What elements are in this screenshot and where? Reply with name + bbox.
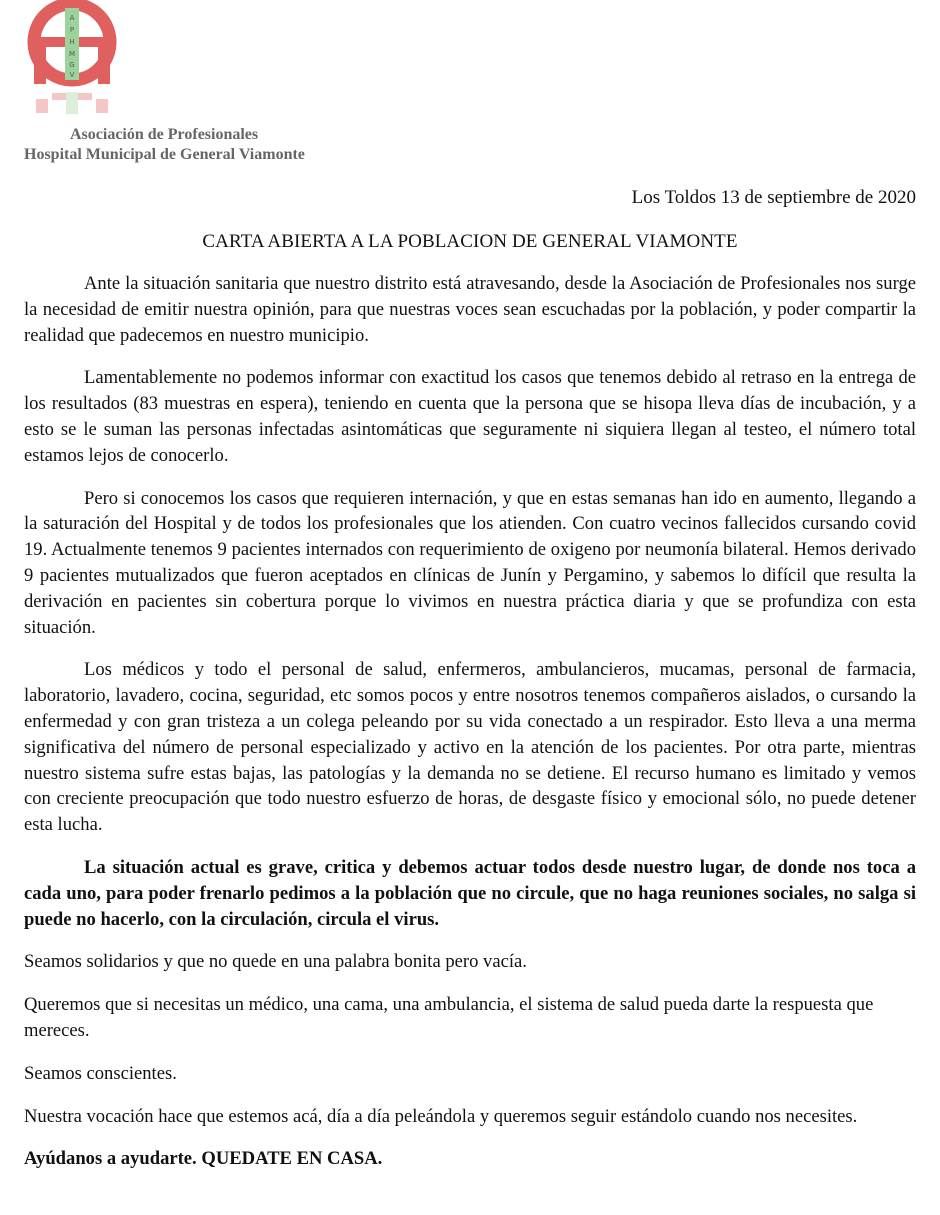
date-line: Los Toldos 13 de septiembre de 2020 bbox=[631, 187, 916, 208]
organization-header bbox=[24, 125, 424, 165]
org-name: Asociación de Profesionales bbox=[70, 126, 259, 143]
hospital-name: Hospital Municipal de General Viamonte bbox=[24, 146, 305, 163]
letter-title: CARTA ABIERTA A LA POBLACION DE GENERAL VIAMONTE bbox=[202, 231, 738, 252]
logo-letter: H bbox=[69, 38, 75, 46]
closing-line: Ayúdanos a ayudarte. QUEDATE EN CASA. bbox=[24, 1148, 383, 1170]
letter-body bbox=[24, 271, 916, 1189]
logo-letter: P bbox=[69, 26, 75, 34]
paragraph: Lamentablemente no podemos informar con exactitud los casos que tenemos debido al retraso en la entrega de los resultados (83 muestras en espera), teniendo en cuenta que la persona que se hisopa lleva días de incubación, y a esto se le suman las personas infectadas asintomáticas que seguramente ni siquiera llegan al testeo, el número total estamos lejos de conocerlo. bbox=[24, 367, 916, 466]
paragraph: Los médicos y todo el personal de salud, enfermeros, ambulancieros, mucamas, personal de farmacia, laboratorio, lavadero, cocina, seguridad, etc somos pocos y entre nosotros tenemos compañeros aislados, o cursando la enfermedad y con gran tristeza a un colega peleando por su vida conectado a un respirador. Esto lleva a una merma significativa del número de personal especializado y activo en la atención de los pacientes. Por otra parte, mientras nuestro sistema sufre estas bajas, las patologías y la demanda no se detiene. El recurso humano es limitado y vemos con creciente preocupación que todo nuestro esfuerzo de horas, de desgaste físico y emocional sólo, no puede detener esta lucha. bbox=[24, 659, 916, 836]
emphasis-paragraph: La situación actual es grave, critica y debemos actuar todos desde nuestro lugar, de donde nos toca a cada uno, para poder frenarlo pedimos a la población que no circule, que no haga reuniones sociales, no salga si puede no hacerlo, con la circulación, circula el virus. bbox=[24, 856, 916, 930]
paragraph: Queremos que si necesitas un médico, una cama, una ambulancia, el sistema de salud pueda darte la respuesta que mereces. bbox=[24, 994, 874, 1041]
logo-letter: G bbox=[69, 61, 75, 69]
paragraph: Seamos solidarios y que no quede en una palabra bonita pero vacía. bbox=[24, 951, 527, 973]
logo-letter: M bbox=[68, 50, 76, 58]
paragraph: Ante la situación sanitaria que nuestro distrito está atravesando, desde la Asociación de Profesionales nos surge la necesidad de emitir nuestra opinión, para que nuestras voces sean escuchadas por la población, y poder compartir la realidad que padecemos en nuestro municipio. bbox=[24, 273, 916, 346]
paragraph: Seamos conscientes. bbox=[24, 1062, 177, 1084]
logo-letter: V bbox=[69, 71, 75, 79]
paragraph: Pero si conocemos los casos que requieren internación, y que en estas semanas han ido en aumento, llegando a la saturación del Hospital y de todos los profesionales que los atienden. Con cuatro vecinos fallecidos cursando covid 19. Actualmente tenemos 9 pacientes internados con requerimiento de oxigeno por neumonía bilateral. Hemos derivado 9 pacientes mutualizados que fueron aceptados en clínicas de Junín y Pergamino, y sabemos lo difícil que resulta la derivación en pacientes sin cobertura porque lo vivimos en nuestra práctica diaria y que se profundiza con esta situación. bbox=[24, 487, 916, 638]
logo-letter: A bbox=[69, 14, 75, 22]
association-logo bbox=[22, 0, 128, 118]
logo-emblem-icon bbox=[22, 0, 128, 118]
paragraph: Nuestra vocación hace que estemos acá, día a día peleándola y queremos seguir estándolo cuando nos necesites. bbox=[24, 1105, 858, 1127]
